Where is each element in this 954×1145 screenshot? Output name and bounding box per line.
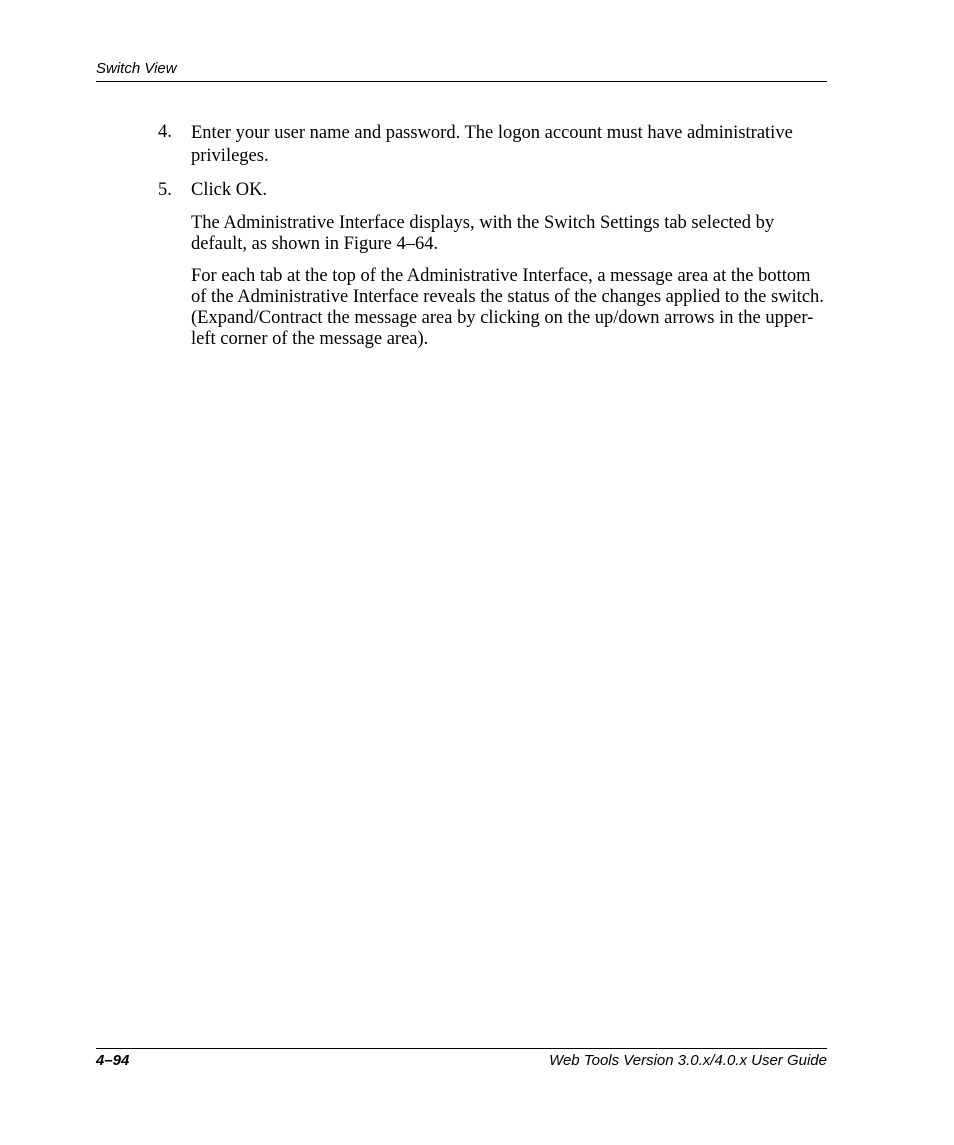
header-rule (96, 81, 827, 82)
step-text: Click OK. (191, 180, 268, 200)
body-paragraph: The Administrative Interface displays, with the Switch Settings tab selected by default, as shown in Figure 4–64. (191, 213, 775, 254)
footer-rule (96, 1048, 827, 1049)
body-paragraph: For each tab at the top of the Administrative Interface, a message area at the bottom of the Administrative Interface reveals the status of the changes applied to the switch. (Expand/Contract the message area by clicking on the up/down arrows in the upper-left corner of the message area). (191, 266, 824, 349)
step-number: 5. (158, 180, 172, 200)
step-number: 4. (158, 122, 172, 142)
step-text: Enter your user name and password. The logon account must have administrative privileges. (191, 123, 793, 166)
step-item (158, 122, 830, 168)
step-item (158, 180, 830, 201)
page-body (158, 122, 830, 361)
document-title: Web Tools Version 3.0.x/4.0.x User Guide (549, 1052, 827, 1069)
running-header: Switch View (96, 60, 177, 77)
page-number: 4–94 (96, 1052, 130, 1069)
